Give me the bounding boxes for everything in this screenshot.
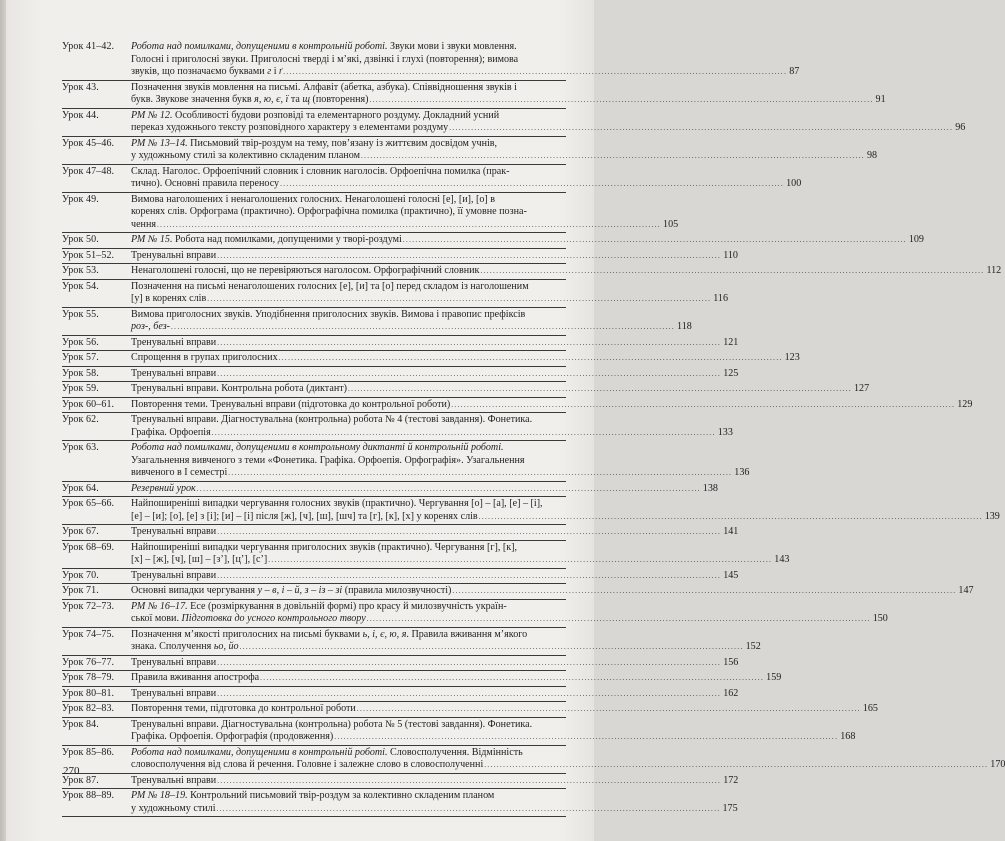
toc-entry[interactable]	[62, 584, 974, 600]
lesson-number: Урок 59.	[62, 383, 99, 394]
lesson-number: Урок 74–75.	[62, 628, 115, 640]
toc-entry[interactable]	[62, 367, 739, 383]
title-segment: коренях слів. Орфограма (практично). Орфографічна помилка (практично), її умовне позна-	[131, 206, 527, 217]
toc-entry[interactable]	[62, 249, 738, 265]
leader-dots: ................................................................................................................................................................	[356, 705, 861, 713]
page-ref: 139	[984, 510, 1000, 522]
lesson-number: Урок 78–79.	[62, 672, 115, 683]
title-segment: Тренувальні вправи	[131, 336, 217, 348]
title-segment: Особливості будови розповіді та елементарного роздуму. Докладний усний	[172, 109, 500, 121]
page-ref: 147	[958, 585, 974, 596]
lesson-number: Урок 64.	[62, 482, 99, 494]
lesson-number: Урок 88–89.	[62, 790, 115, 801]
lesson-number: Урок 54.	[62, 280, 99, 292]
table-of-contents	[62, 40, 1005, 817]
title-segment: Тренувальні вправи. Діагностувальна (контрольна) робота № 5 (тестові завдання). Фонетика.	[131, 718, 533, 730]
lesson-number: Урок 68–69.	[62, 541, 115, 553]
toc-entry[interactable]	[62, 441, 750, 482]
page-ref: 98	[866, 150, 878, 161]
page-ref: 116	[713, 293, 729, 304]
page-ref: 143	[774, 554, 790, 565]
toc-entry[interactable]	[62, 264, 1002, 280]
lesson-title	[129, 525, 739, 540]
lesson-title	[129, 702, 878, 717]
page-ref: 123	[784, 352, 800, 363]
title-segment: [у] в коренях слів	[131, 293, 207, 304]
lesson-title	[129, 109, 966, 136]
toc-entry[interactable]	[62, 165, 802, 193]
toc-entry[interactable]	[62, 398, 973, 414]
leader-dots: ................................................................................................................................................................	[451, 400, 956, 409]
title-segment: вивченого в І семестрі	[131, 467, 228, 478]
title-segment: Робота над помилками, допущеними в контрольній роботі.	[131, 746, 388, 758]
page-ref: 121	[723, 336, 739, 348]
lesson-number: Урок 65–66.	[62, 498, 115, 509]
toc-entry[interactable]	[62, 671, 782, 687]
title-segment: ґ	[279, 66, 283, 77]
lesson-title	[129, 165, 802, 192]
page-ref: 105	[663, 218, 679, 230]
lesson-number: Урок 71.	[62, 585, 99, 596]
leader-dots: ................................................................................................................................................................	[360, 152, 865, 160]
page-number: 270	[63, 765, 80, 777]
leader-dots: ................................................................................................................................................................	[217, 369, 722, 378]
leader-dots: ................................................................................................................................................................	[217, 571, 722, 580]
lesson-number: Урок 50.	[62, 234, 99, 245]
lesson-number: Урок 63.	[62, 442, 99, 453]
title-segment: Повторення теми. Тренувальні вправи (підготовка до контрольної роботи)	[131, 398, 451, 410]
leader-dots: ................................................................................................................................................................	[478, 512, 983, 521]
lesson-title	[129, 40, 800, 80]
toc-entry[interactable]	[62, 525, 739, 541]
lesson-number: Урок 70.	[62, 569, 99, 581]
lesson-number: Урок 56.	[62, 336, 99, 348]
title-segment: Позначення звуків мовлення на письмі. Алфавіт (абетка, азбука). Співвідношення звуків і	[131, 81, 517, 93]
toc-entry[interactable]	[62, 628, 761, 656]
title-segment: Основні випадки чергування	[131, 585, 258, 596]
page-ref: 162	[723, 687, 739, 699]
title-segment: у художньому стилі	[131, 802, 216, 814]
leader-dots: ................................................................................................................................................................	[207, 295, 712, 303]
toc-entry[interactable]	[62, 137, 878, 165]
title-segment: та	[288, 94, 303, 105]
lesson-number: Урок 84.	[62, 718, 99, 730]
title-segment: щ	[302, 94, 311, 105]
page-ref: 109	[908, 234, 924, 245]
lesson-title	[129, 584, 974, 599]
title-segment: РМ № 13–14.	[131, 137, 188, 149]
lesson-title	[129, 264, 1002, 279]
title-segment: Робота над помилками, допущеними в контрольній роботі.	[131, 41, 388, 52]
lesson-title	[129, 280, 729, 307]
leader-dots: ................................................................................................................................................................	[217, 528, 722, 536]
leader-dots: ................................................................................................................................................................	[228, 469, 733, 477]
lesson-number: Урок 41–42.	[62, 41, 115, 52]
lesson-number: Урок 45–46.	[62, 137, 115, 149]
toc-entry[interactable]	[62, 351, 800, 367]
title-segment: Тренувальні вправи	[131, 367, 217, 379]
toc-entry[interactable]	[62, 656, 739, 672]
page-ref: 129	[957, 398, 973, 410]
lesson-title	[129, 789, 738, 816]
title-segment: Словосполучення. Відмінність	[387, 746, 523, 758]
toc-entry[interactable]	[62, 702, 878, 718]
leader-dots: ................................................................................................................................................................	[366, 615, 871, 623]
lesson-title	[129, 497, 1000, 524]
title-segment: ь, і, є, ю, я	[362, 628, 407, 640]
page-ref: 170	[990, 759, 1005, 770]
page-ref: 133	[717, 426, 733, 438]
title-segment: Голосні і приголосні звуки. Приголосні тверді і м’які, дзвінкі і глухі (повторення); вимова	[131, 53, 519, 65]
title-segment: Правила вживання апострофа	[131, 672, 260, 683]
lesson-title	[129, 398, 973, 413]
title-segment: Робота над помилками, допущеними у творі-роздумі	[172, 234, 402, 245]
title-segment: Тренувальні вправи	[131, 249, 217, 261]
toc-entry[interactable]	[62, 413, 733, 441]
lesson-number: Урок 55.	[62, 308, 99, 320]
title-segment: [х] – [ж], [ч], [ш] – [з’], [ц’], [с’]	[131, 554, 268, 565]
lesson-number: Урок 72–73.	[62, 600, 115, 612]
leader-dots: ................................................................................................................................................................	[217, 251, 722, 260]
page-ref: 127	[854, 383, 870, 394]
lesson-number: Урок 62.	[62, 414, 99, 425]
page-ref: 172	[723, 774, 739, 786]
leader-dots: ................................................................................................................................................................	[217, 658, 722, 667]
lesson-title	[129, 81, 886, 108]
page-ref: 168	[840, 731, 856, 742]
title-segment: Робота над помилками, допущеними в контрольному диктанті й контрольній роботі.	[131, 442, 504, 453]
title-segment: Тренувальні вправи. Діагностувальна (контрольна) робота № 4 (тестові завдання). Фонетика.	[131, 414, 533, 425]
toc-entry[interactable]	[62, 497, 1000, 525]
title-segment: Тренувальні вправи. Контрольна робота (диктант)	[131, 383, 347, 394]
title-segment: Звуки мови і звуки мовлення.	[387, 41, 517, 52]
leader-dots: ................................................................................................................................................................	[449, 124, 954, 132]
title-segment: Найпоширеніші випадки чергування голосних звуків (практично). Чергування [о] – [а], [е] – [і],	[131, 498, 543, 509]
lesson-number: Урок 53.	[62, 265, 99, 276]
toc-entry[interactable]	[62, 482, 718, 498]
title-segment: Ненаголошені голосні, що не перевіряються наголосом. Орфографічний словник	[131, 265, 480, 276]
lesson-number: Урок 51–52.	[62, 249, 115, 261]
lesson-title	[129, 746, 1005, 773]
lesson-title	[129, 367, 739, 382]
page-ref: 156	[723, 656, 739, 668]
leader-dots: ................................................................................................................................................................	[217, 776, 722, 785]
lesson-number: Урок 85–86.	[62, 746, 115, 758]
lesson-title	[129, 671, 782, 686]
title-segment: я, ю, є, ї	[254, 94, 289, 105]
lesson-number: Урок 57.	[62, 352, 99, 363]
title-segment: (правила милозвучності)	[342, 585, 452, 596]
toc-entry[interactable]	[62, 382, 870, 398]
toc-entry[interactable]	[62, 600, 888, 628]
lesson-number: Урок 67.	[62, 526, 99, 537]
page-ref: 118	[677, 321, 692, 332]
title-segment: чення	[131, 218, 157, 230]
leader-dots: ................................................................................................................................................................	[278, 354, 783, 362]
lesson-title	[129, 687, 739, 702]
title-segment: ьо, йо	[213, 641, 239, 652]
page-ref: 141	[723, 526, 739, 537]
leader-dots: ................................................................................................................................................................	[369, 96, 874, 104]
lesson-title	[129, 718, 856, 745]
lesson-number: Урок 82–83.	[62, 703, 115, 714]
leader-dots: ................................................................................................................................................................	[239, 643, 744, 651]
title-segment: Спрощення в групах приголосних	[131, 352, 278, 363]
title-segment: Тренувальні вправи	[131, 656, 217, 668]
leader-dots: ................................................................................................................................................................	[217, 338, 722, 347]
lesson-number: Урок 60–61.	[62, 398, 115, 410]
title-segment: РМ № 18–19.	[131, 790, 188, 801]
lesson-title	[129, 413, 733, 440]
title-segment: Есе (розміркування в довільній формі) про красу й милозвучність україн-	[187, 600, 507, 612]
lesson-number: Урок 44.	[62, 109, 99, 121]
page-ref: 175	[722, 802, 738, 814]
lesson-title	[129, 441, 750, 481]
lesson-title	[129, 628, 761, 655]
title-segment: Резервний урок	[131, 482, 196, 494]
title-segment: Підготовка до усного контрольного твору	[181, 613, 366, 624]
title-segment: Вимова наголошених і ненаголошених голосних. Ненаголошені голосні [е], [и], [о] в	[131, 193, 496, 205]
lesson-title	[129, 137, 878, 164]
lesson-number: Урок 76–77.	[62, 656, 115, 668]
toc-entry[interactable]	[62, 789, 738, 817]
title-segment: словосполучення від слова й речення. Головне і залежне слово в словосполученні	[131, 759, 484, 770]
toc-entry[interactable]	[62, 569, 739, 585]
page-ref: 110	[723, 249, 738, 261]
toc-entry[interactable]	[62, 541, 790, 569]
lesson-title	[129, 382, 870, 397]
toc-entry[interactable]	[62, 40, 800, 81]
page-ref: 91	[875, 94, 886, 105]
lesson-title	[129, 249, 738, 264]
leader-dots: ................................................................................................................................................................	[334, 733, 839, 741]
page-ref: 112	[986, 265, 1002, 276]
page-ref: 138	[702, 482, 718, 494]
lesson-number: Урок 80–81.	[62, 687, 115, 699]
leader-dots: ................................................................................................................................................................	[196, 484, 701, 493]
title-segment: Склад. Наголос. Орфоепічний словник і словник наголосів. Орфоепічна помилка (прак-	[131, 165, 510, 177]
title-segment: РМ № 12.	[131, 109, 173, 121]
leader-dots: ................................................................................................................................................................	[268, 556, 773, 564]
title-segment: і	[271, 66, 280, 77]
lesson-number: Урок 87.	[62, 774, 99, 786]
title-segment: Контрольний письмовий твір-роздум за колективно складеним планом	[187, 790, 495, 801]
title-segment: знака. Сполучення	[131, 641, 214, 652]
page-ref: 152	[745, 641, 761, 652]
toc-entry[interactable]	[62, 109, 966, 137]
title-segment: . Правила вживання м’якого	[406, 628, 528, 640]
title-segment: г	[267, 66, 272, 77]
lesson-title	[129, 482, 718, 497]
title-segment: РМ № 16–17.	[131, 600, 188, 612]
lesson-title	[129, 351, 800, 366]
title-segment: (повторення)	[310, 94, 369, 105]
title-segment: у художньому стилі за колективно складеним планом	[131, 150, 360, 161]
lesson-title	[129, 600, 888, 627]
lesson-title	[129, 541, 790, 568]
toc-entry[interactable]	[62, 280, 729, 308]
document-page	[6, 0, 1005, 841]
title-segment: Тренувальні вправи	[131, 569, 217, 581]
leader-dots: ................................................................................................................................................................	[452, 587, 957, 595]
title-segment: роз-, без-	[131, 321, 171, 332]
page-ref: 165	[862, 703, 878, 714]
toc-entry[interactable]	[62, 81, 886, 109]
lesson-number: Урок 49.	[62, 193, 99, 205]
title-segment: Узагальнення вивченого з теми «Фонетика. Графіка. Орфоепія. Орфографія». Узагальнення	[131, 454, 525, 466]
title-segment: Найпоширеніші випадки чергування приголосних звуків (практично). Чергування [г], [к],	[131, 541, 518, 553]
leader-dots: ................................................................................................................................................................	[280, 180, 785, 188]
toc-entry[interactable]	[62, 233, 924, 249]
title-segment: Позначення на письмі ненаголошених голосних [е], [и] та [о] перед складом із наголошеним	[131, 280, 529, 292]
title-segment: Повторення теми, підготовка до контрольної роботи	[131, 703, 356, 714]
title-segment: Тренувальні вправи	[131, 526, 217, 537]
title-segment: [е] – [и]; [о], [е] з [і]; [и] – [і] після [ж], [ч], [ш], [шч] та [г], [к], [х] у коренях слів	[131, 510, 478, 522]
lesson-title	[129, 308, 692, 335]
title-segment: РМ № 15.	[131, 234, 173, 245]
leader-dots: ................................................................................................................................................................	[171, 323, 676, 331]
leader-dots: ................................................................................................................................................................	[402, 236, 907, 244]
title-segment: Позначення м’якості приголосних на письмі буквами	[131, 628, 363, 640]
title-segment: Письмовий твір-роздум на тему, пов’язану із життєвим досвідом учнів,	[187, 137, 498, 149]
leader-dots: ................................................................................................................................................................	[480, 267, 985, 275]
page-ref: 125	[723, 367, 739, 379]
toc-entry[interactable]	[62, 774, 739, 790]
page-ref: 145	[723, 569, 739, 581]
title-segment: Вимова приголосних звуків. Уподібнення приголосних звуків. Вимова і правопис префіксів	[131, 308, 526, 320]
page-ref: 150	[872, 613, 888, 624]
lesson-number: Урок 58.	[62, 367, 99, 379]
lesson-title	[129, 656, 739, 671]
title-segment: Тренувальні вправи	[131, 774, 217, 786]
title-segment: Графіка. Орфоепія	[131, 426, 211, 438]
lesson-title	[129, 193, 678, 233]
toc-entry[interactable]	[62, 308, 692, 336]
toc-entry[interactable]	[62, 193, 679, 234]
title-segment: у – в, і – й, з – із – зі	[257, 585, 343, 596]
lesson-number: Урок 47–48.	[62, 165, 115, 177]
page-ref: 159	[766, 672, 782, 683]
toc-entry[interactable]	[62, 336, 739, 352]
title-segment: букв. Звукове значення букв	[131, 94, 255, 105]
title-segment: тично). Основні правила переносу	[131, 178, 280, 189]
page-ref: 96	[955, 122, 966, 133]
leader-dots: ................................................................................................................................................................	[216, 804, 721, 813]
title-segment: звуків, що позначаємо буквами	[131, 66, 268, 77]
leader-dots: ................................................................................................................................................................	[283, 68, 788, 76]
page-ref: 100	[786, 178, 802, 189]
toc-entry[interactable]	[62, 746, 1005, 774]
lesson-number: Урок 43.	[62, 81, 99, 93]
lesson-title	[129, 336, 739, 351]
title-segment: Тренувальні вправи	[131, 687, 217, 699]
toc-entry[interactable]	[62, 687, 739, 703]
leader-dots: ................................................................................................................................................................	[484, 761, 989, 769]
lesson-title	[129, 569, 739, 584]
leader-dots: ................................................................................................................................................................	[217, 689, 722, 698]
title-segment: Графіка. Орфоепія. Орфографія (продовження)	[131, 731, 334, 742]
toc-entry[interactable]	[62, 718, 856, 746]
leader-dots: ................................................................................................................................................................	[157, 220, 662, 229]
page-ref: 87	[789, 66, 800, 77]
lesson-title	[129, 233, 924, 248]
lesson-title	[129, 774, 739, 789]
leader-dots: ................................................................................................................................................................	[211, 428, 716, 437]
title-segment: переказ художнього тексту розповідного характеру з елементами роздуму	[131, 122, 449, 133]
title-segment: ської мови.	[131, 613, 182, 624]
leader-dots: ................................................................................................................................................................	[348, 385, 852, 393]
page-ref: 136	[734, 467, 750, 478]
leader-dots: ................................................................................................................................................................	[260, 674, 765, 682]
